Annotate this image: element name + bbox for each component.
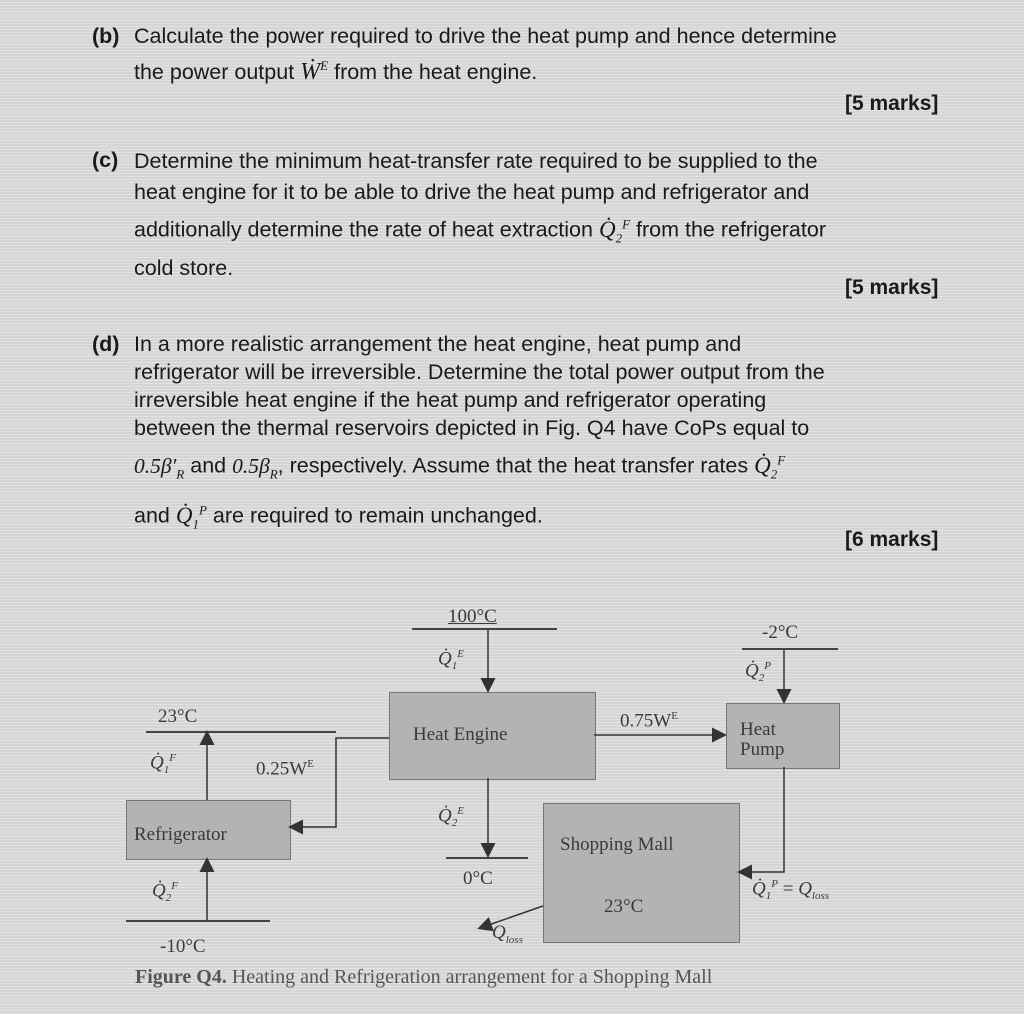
temp-cold: -10°C [160, 936, 206, 957]
temp-pump-source: -2°C [762, 622, 799, 643]
arrow-q1p [740, 767, 784, 872]
temp-hot: 100°C [448, 606, 497, 627]
temp-ref-out: 23°C [158, 706, 198, 727]
label-qloss: $Q_{loss}$ [492, 922, 523, 946]
shopping-mall-label: Shopping Mall [560, 834, 674, 855]
question-b-label: (b) [92, 24, 120, 48]
figure-caption: Figure Q4. Heating and Refrigeration arrangement for a Shopping Mall [135, 966, 713, 988]
question-c-label: (c) [92, 148, 119, 172]
marks-d: [6 marks] [845, 528, 939, 551]
question-c-line2: heat engine for it to be able to drive the heat pump and refrigerator and [134, 180, 810, 204]
label-q1f: $Q̇_1^F$ [150, 752, 176, 777]
label-w-pump: $0.75W^E$ [620, 710, 678, 732]
question-d-line4: between the thermal reservoirs depicted in Fig. Q4 have CoPs equal to [134, 416, 810, 440]
label-q1e: $Q̇_1^E$ [438, 648, 464, 673]
heat-engine-label: Heat Engine [413, 724, 508, 745]
mall-temp: 23°C [604, 896, 644, 917]
marks-b: [5 marks] [845, 92, 939, 115]
question-d-line3: irreversible heat engine if the heat pump and refrigerator operating [134, 388, 767, 412]
label-q2p: $Q̇_2^P$ [745, 660, 771, 685]
question-b-line1: Calculate the power required to drive the heat pump and hence determine [134, 24, 837, 48]
question-c-line3: additionally determine the rate of heat extraction $Q̇_2^F$ from the refrigerator [134, 216, 826, 246]
arrow-w-ref [291, 738, 389, 827]
label-w-ref: $0.25W^E$ [256, 758, 314, 780]
marks-c: [5 marks] [845, 276, 939, 299]
label-q2e: $Q̇_2^E$ [438, 805, 464, 830]
question-c-line4: cold store. [134, 256, 234, 281]
question-d-line6: and $Q̇_1^P$ are required to remain unchanged. [134, 502, 543, 532]
question-d-label: (d) [92, 332, 120, 356]
question-d-line2: refrigerator will be irreversible. Determine the total power output from the [134, 360, 825, 384]
temp-sink: 0°C [463, 868, 493, 889]
question-d-line5: $0.5\beta'_R$ and $0.5\beta_R$, respectively. Assume that the heat transfer rates $Q̇_2^F$ [134, 452, 786, 482]
refrigerator-label: Refrigerator [134, 824, 227, 845]
label-q2f: $Q̇_2^F$ [152, 880, 178, 905]
question-d-line1: In a more realistic arrangement the heat engine, heat pump and [134, 332, 742, 356]
question-c-line1: Determine the minimum heat-transfer rate required to be supplied to the [134, 149, 818, 173]
label-q1p-loss: $Q̇_1^P = Q_{loss}$ [752, 878, 830, 903]
heat-pump-label: Heat Pump [740, 719, 785, 760]
question-b-line2: the power output Ẇ$^E$ from the heat engine. [134, 58, 538, 85]
